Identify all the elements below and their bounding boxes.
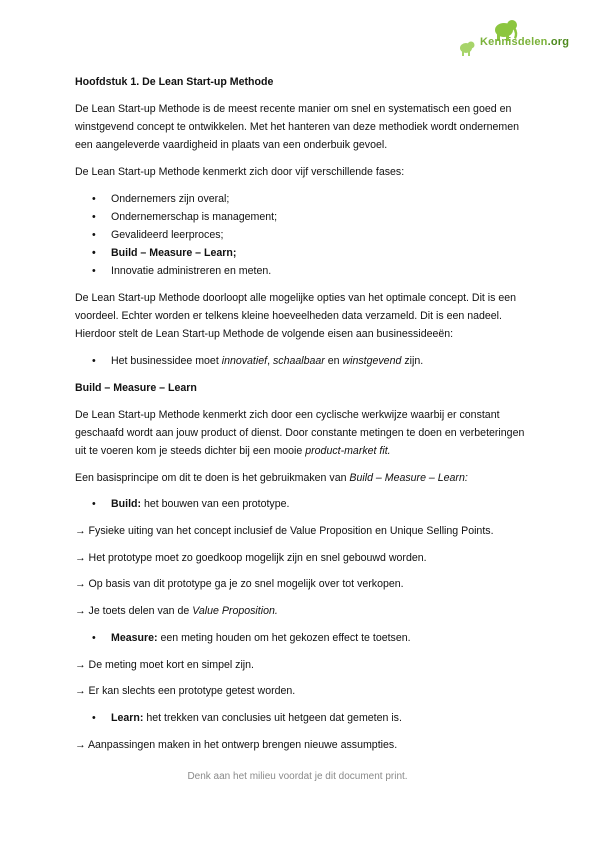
list-item: • Innovatie administreren en meten. — [75, 262, 535, 280]
chapter-heading: Hoofdstuk 1. De Lean Start-up Methode — [75, 76, 274, 88]
arrow-icon: → — [75, 738, 86, 751]
list-item: • Gevalideerd leerproces; — [75, 226, 535, 244]
list-item: • Learn: het trekken van conclusies uit hetgeen dat gemeten is. — [75, 709, 535, 727]
logo-tld: .org — [547, 36, 570, 48]
list-item: • Het businessidee moet innovatief, schaalbaar en winstgevend zijn. — [75, 352, 535, 370]
principle-paragraph: Een basisprincipe om dit te doen is het gebruikmaken van Build – Measure – Learn: — [75, 471, 468, 484]
arrow-item: → Er kan slechts een prototype getest worden. — [75, 685, 296, 698]
options-paragraph: De Lean Start-up Methode doorloopt alle mogelijke opties van het optimale concept. Dit is een voordeel. Echter worden er telkens kleine hoeveelheden data verzameld. Dit is een nadeel. Hierdoor stelt de Lean Start-up Methode de volgende eisen aan businessideeën: — [75, 292, 517, 341]
list-item: • Ondernemers zijn overal; — [75, 190, 535, 208]
phases-intro: De Lean Start-up Methode kenmerkt zich door vijf verschillende fases: — [75, 165, 405, 178]
arrow-item: → Aanpassingen maken in het ontwerp brengen nieuwe assumpties. — [75, 738, 398, 751]
footer-note: Denk aan het milieu voordat je dit document print. — [187, 771, 408, 782]
requirements-list — [75, 352, 535, 370]
arrow-icon: → — [75, 551, 86, 564]
arrow-item: → Het prototype moet zo goedkoop mogelijk zijn en snel gebouwd worden. — [75, 551, 427, 564]
arrow-icon: → — [75, 525, 86, 538]
learn-list — [75, 709, 535, 727]
cycle-paragraph: De Lean Start-up Methode kenmerkt zich door een cyclische werkwijze waarbij er constant geschaafd wordt aan jouw product of dienst. Door constante metingen te doen en verbeteringen uit te voeren kom je steeds dichter bij een mooie product-market fit. — [75, 408, 525, 457]
logo-name: Kennisdelen — [480, 36, 548, 48]
arrow-item: → Fysieke uiting van het concept inclusief de Value Proposition en Unique Selling Points. — [75, 525, 494, 538]
list-item: • Measure: een meting houden om het gekozen effect te toetsen. — [75, 629, 535, 647]
build-list — [75, 495, 535, 513]
list-item: • Build: het bouwen van een prototype. — [75, 495, 535, 513]
arrow-icon: → — [75, 685, 86, 698]
arrow-item: → Je toets delen van de Value Proposition. — [75, 605, 278, 618]
list-item: • Ondernemerschap is management; — [75, 208, 535, 226]
arrow-item: → Op basis van dit prototype ga je zo snel mogelijk over tot verkopen. — [75, 578, 404, 591]
section-heading: Build – Measure – Learn — [75, 381, 197, 394]
small-elephant-icon — [460, 42, 475, 57]
phases-list — [75, 190, 535, 281]
intro-paragraph: De Lean Start-up Methode is de meest recente manier om snel en systematisch een goed en winstgevend concept te ontwikkelen. Met het hanteren van deze methodiek wordt ondernemen een aangeleverde vaardigheid in plaats van een onderbuik gevoel. — [75, 102, 520, 152]
list-item: • Build – Measure – Learn; — [75, 244, 535, 262]
logo-wordmark[interactable] — [480, 36, 569, 48]
arrow-icon: → — [75, 578, 86, 591]
arrow-icon: → — [75, 658, 86, 671]
document-body — [75, 73, 535, 754]
measure-list — [75, 629, 535, 647]
arrow-item: → De meting moet kort en simpel zijn. — [75, 658, 254, 671]
arrow-icon: → — [75, 605, 86, 618]
